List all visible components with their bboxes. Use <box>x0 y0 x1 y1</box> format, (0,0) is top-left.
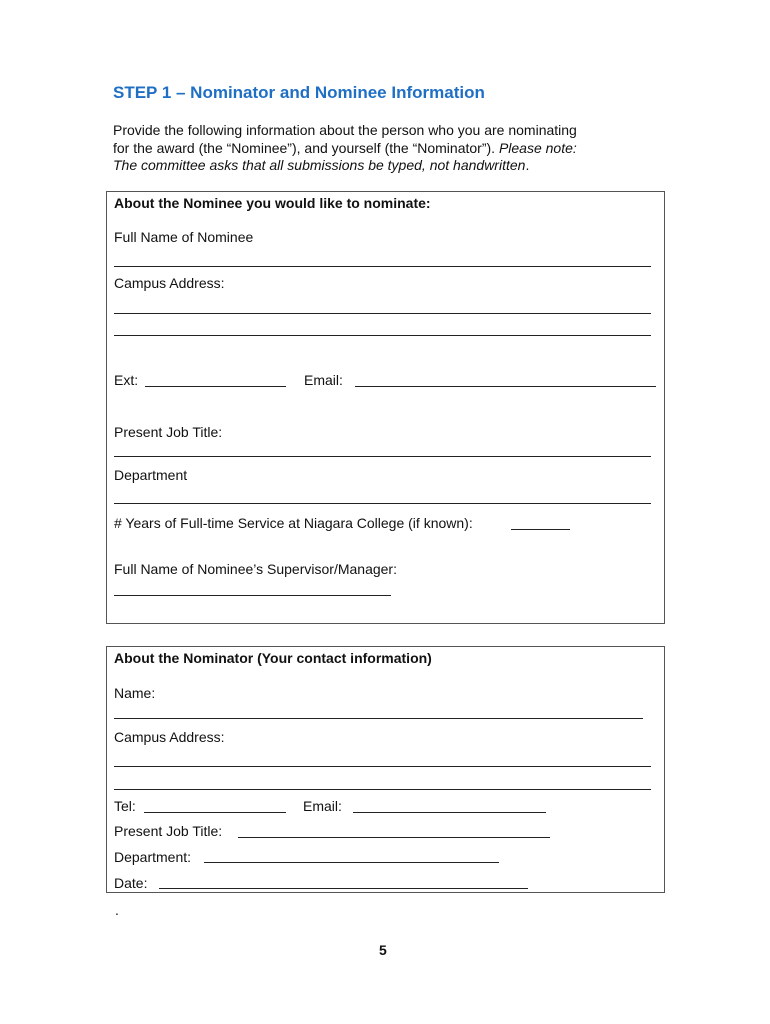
intro-note-text: The committee asks that all submissions be typed, not handwritten <box>113 157 526 173</box>
trailing-period: . <box>115 902 119 918</box>
nominee-email-field[interactable] <box>355 386 656 387</box>
nominator-campus-address-field-2[interactable] <box>114 789 651 790</box>
nominator-department-field[interactable] <box>204 862 499 863</box>
nominator-tel-field[interactable] <box>144 812 286 813</box>
nominee-ext-label: Ext: <box>114 372 139 388</box>
nominee-email-label: Email: <box>304 372 343 388</box>
nominee-campus-address-field-1[interactable] <box>114 313 651 314</box>
nominee-supervisor-field[interactable] <box>114 595 391 596</box>
intro-line-2-text: for the award (the “Nominee”), and yourself (the “Nominator”). <box>113 139 499 156</box>
section-heading: STEP 1 – Nominator and Nominee Information <box>113 83 485 102</box>
page-number: 5 <box>379 942 387 958</box>
nominee-department-field[interactable] <box>114 503 651 504</box>
nominee-years-service-field[interactable] <box>511 529 570 530</box>
nominee-campus-address-label: Campus Address: <box>114 275 225 291</box>
nominator-job-title-field[interactable] <box>238 837 550 838</box>
nominee-ext-field[interactable] <box>145 386 286 387</box>
nominator-email-label: Email: <box>303 798 342 814</box>
intro-line-3-end: . <box>525 157 530 173</box>
nominator-name-label: Name: <box>114 685 156 701</box>
intro-line-3 <box>113 157 577 175</box>
intro-line-2 <box>113 140 577 158</box>
intro-line-1: Provide the following information about the person who you are nominating <box>113 122 577 138</box>
nominator-email-field[interactable] <box>353 812 546 813</box>
nominee-supervisor-label: Full Name of Nominee’s Supervisor/Manager: <box>114 561 397 577</box>
nominator-campus-address-label: Campus Address: <box>114 729 225 745</box>
nominator-date-label: Date: <box>114 875 148 891</box>
nominee-full-name-field[interactable] <box>114 266 651 267</box>
nominator-date-field[interactable] <box>159 888 528 889</box>
nominee-job-title-field[interactable] <box>114 456 651 457</box>
nominator-campus-address-field-1[interactable] <box>114 766 651 767</box>
nominee-job-title-label: Present Job Title: <box>114 424 223 440</box>
nominee-department-label: Department <box>114 467 188 483</box>
nominee-full-name-label: Full Name of Nominee <box>114 229 254 245</box>
nominee-section-box <box>106 191 665 624</box>
nominator-name-field[interactable] <box>114 718 643 719</box>
intro-note-label: Please note: <box>498 139 577 156</box>
nominator-department-label: Department: <box>114 849 192 865</box>
nominator-section-title: About the Nominator (Your contact information) <box>114 650 432 666</box>
intro-paragraph <box>113 122 577 175</box>
nominee-section-title: About the Nominee you would like to nominate: <box>114 195 431 211</box>
nominator-job-title-label: Present Job Title: <box>114 823 223 839</box>
nominee-years-service-label: # Years of Full-time Service at Niagara College (if known): <box>114 515 473 531</box>
nominee-campus-address-field-2[interactable] <box>114 335 651 336</box>
nominator-tel-label: Tel: <box>114 798 136 814</box>
